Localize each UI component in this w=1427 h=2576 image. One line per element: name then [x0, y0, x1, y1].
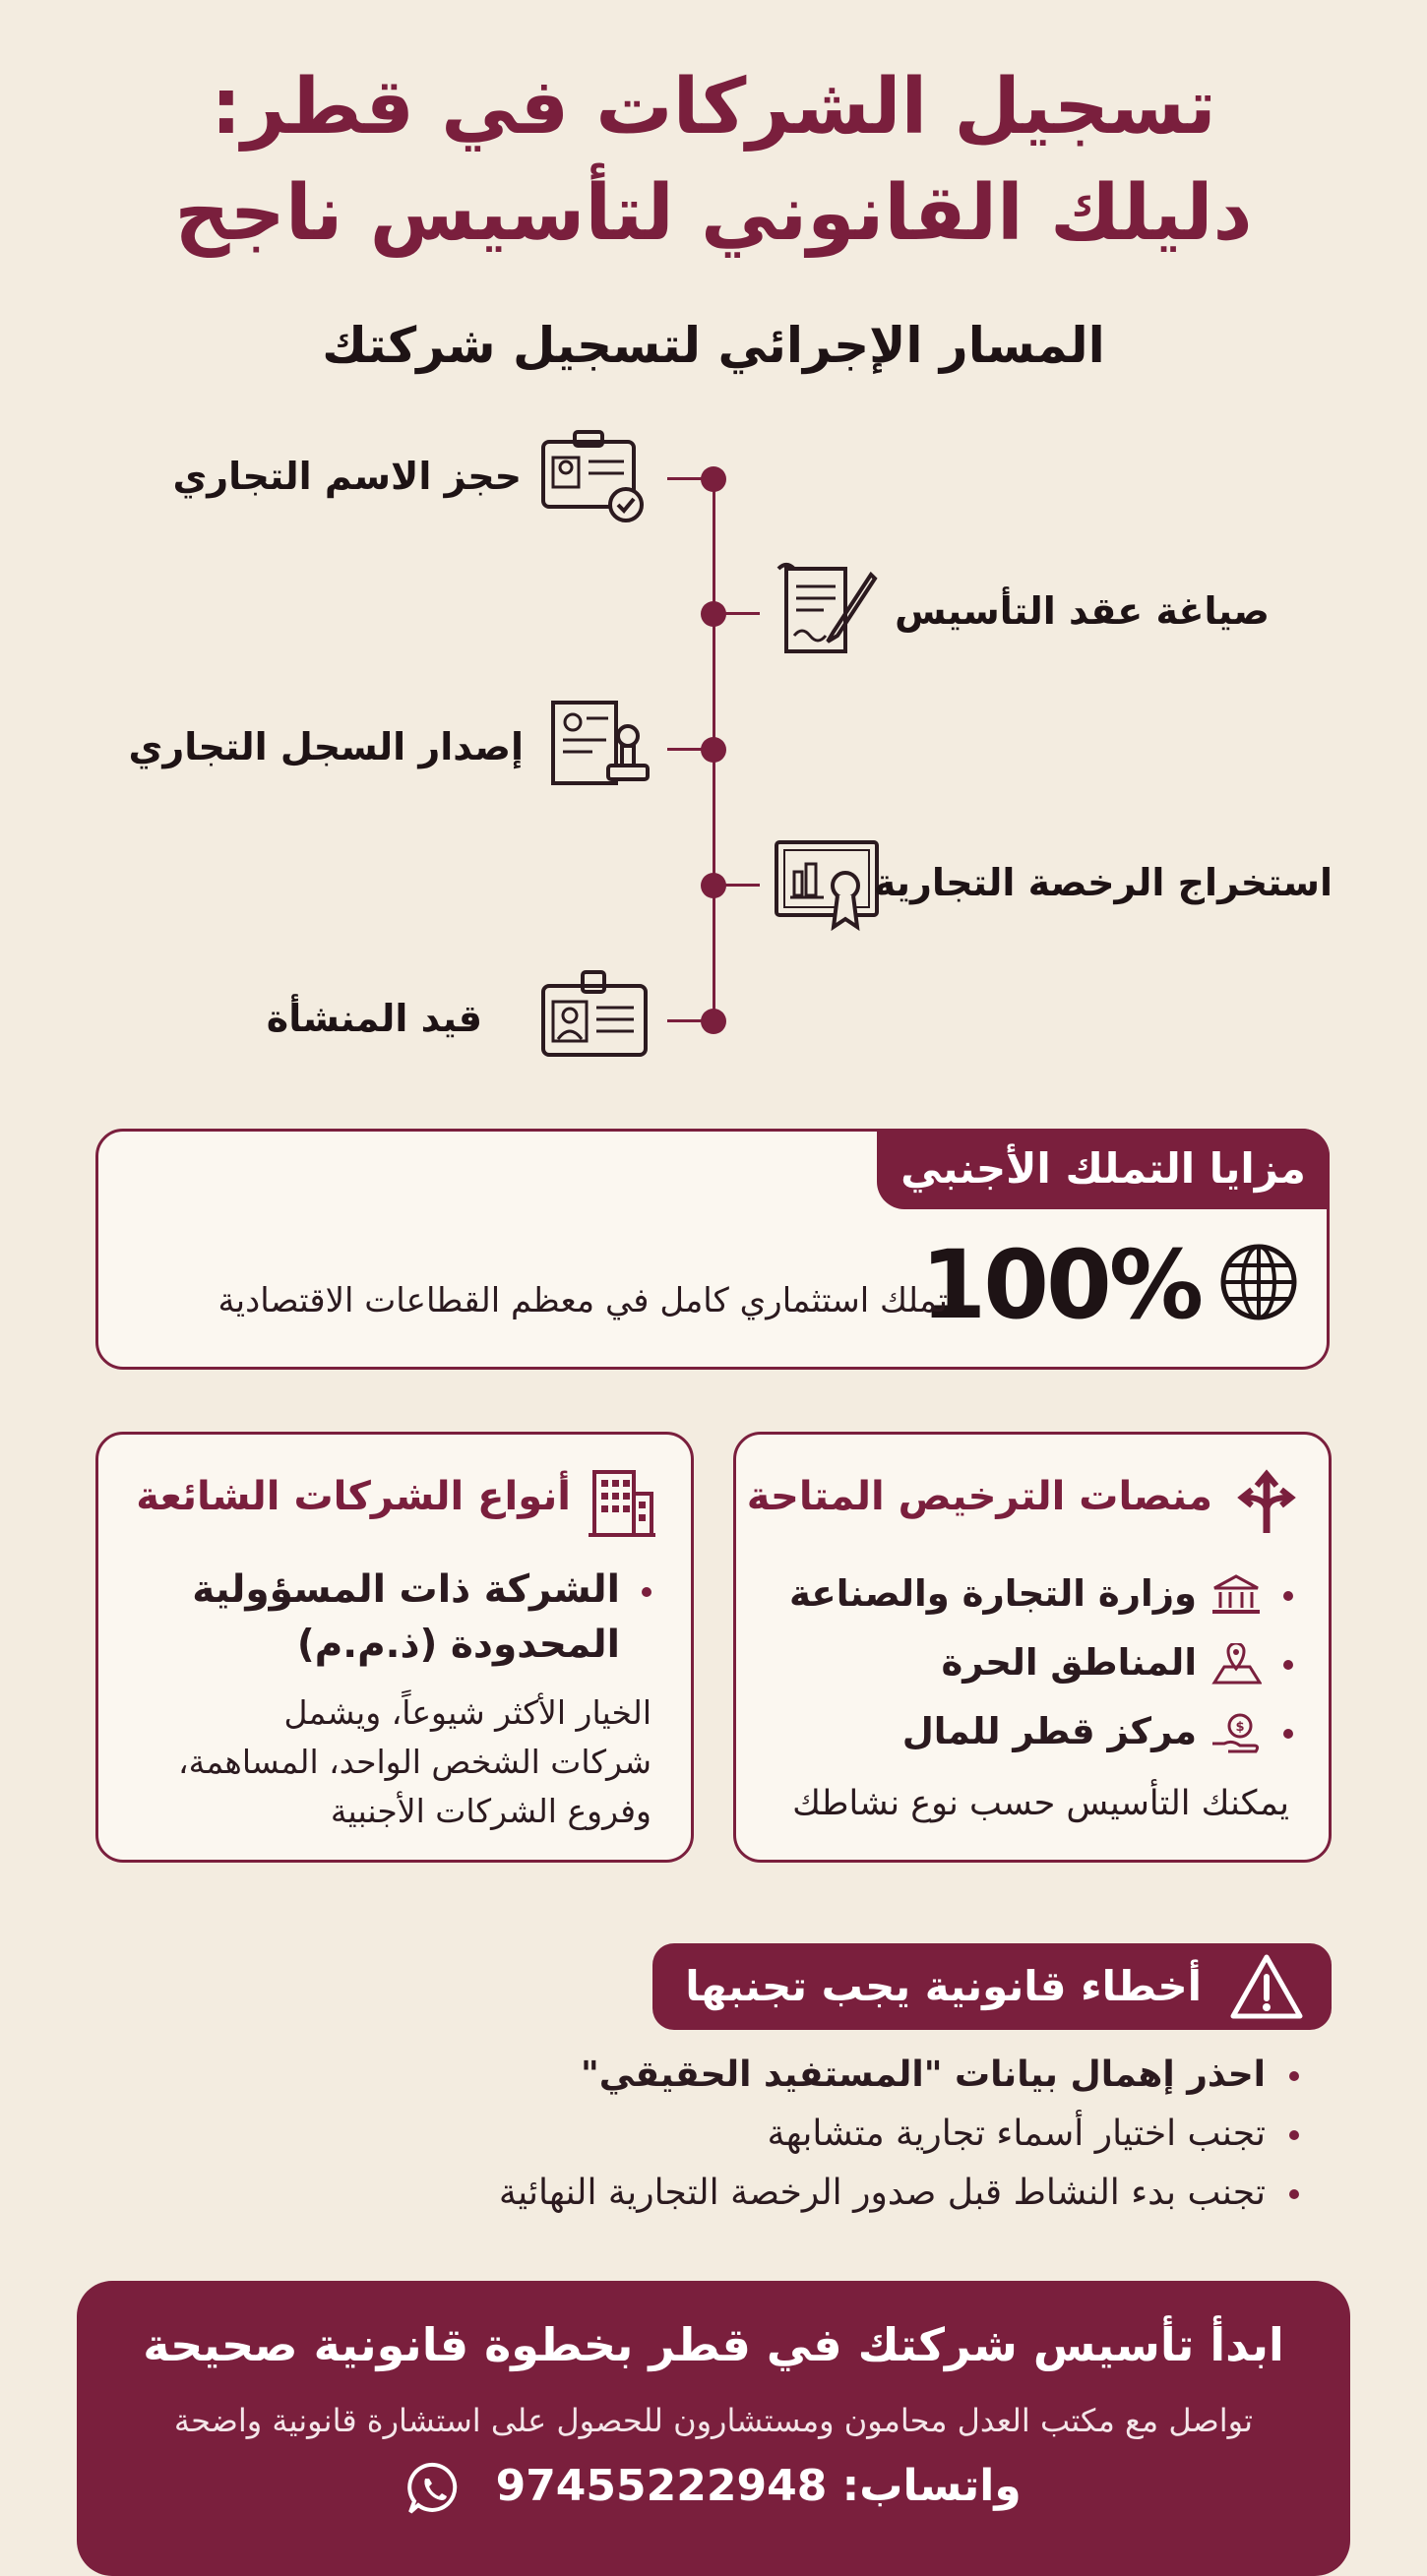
- step-label-5: قيد المنشأة: [266, 997, 482, 1040]
- government-building-icon: [1210, 1574, 1262, 1618]
- step-label-3: إصدار السجل التجاري: [128, 725, 524, 768]
- contract-pen-icon: [773, 561, 881, 659]
- company-type-line-2: المحدودة (ذ.م.م): [296, 1623, 620, 1667]
- svg-text:$: $: [1235, 1719, 1245, 1735]
- timeline-tick: [667, 477, 714, 480]
- list-item: [902, 1710, 1293, 1755]
- whatsapp-number[interactable]: واتساب: 97455222948: [495, 2461, 1022, 2511]
- description-line-2: شركات الشخص الواحد، المساهمة،: [178, 1743, 651, 1781]
- company-type-description: [178, 1688, 651, 1836]
- list-item: [941, 1641, 1293, 1687]
- money-hand-icon: [1210, 1712, 1262, 1755]
- whatsapp-icon[interactable]: [405, 2460, 463, 2517]
- step-label-1: حجز الاسم التجاري: [172, 455, 522, 498]
- list-item: [192, 1563, 651, 1673]
- mistakes-header: [652, 1943, 1332, 2030]
- foreign-ownership-box: [95, 1129, 1330, 1370]
- ownership-description: تملك استثماري كامل في معظم القطاعات الاقتصادية: [217, 1281, 948, 1320]
- timeline-tick: [667, 1019, 714, 1022]
- cta-title: ابدأ تأسيس شركتك في قطر بخطوة قانونية صحيحة: [143, 2318, 1284, 2371]
- timeline-tick: [713, 884, 760, 887]
- list-item: [789, 1572, 1293, 1618]
- mistake-label: تجنب بدء النشاط قبل صدور الرخصة التجارية النهائية: [498, 2173, 1266, 2213]
- title-line-2: دليلك القانوني لتأسيس ناجح: [174, 169, 1253, 258]
- cta-text: تواصل مع مكتب العدل محامون ومستشارون للحصول على استشارة قانونية واضحة: [173, 2402, 1254, 2439]
- badge-id-icon: [539, 968, 648, 1067]
- bullet-dot: [1289, 2130, 1299, 2140]
- mistake-label: تجنب اختيار أسماء تجارية متشابهة: [767, 2114, 1266, 2154]
- bullet-dot: [1283, 1660, 1293, 1670]
- licensing-note: يمكنك التأسيس حسب نوع نشاطك: [792, 1784, 1289, 1823]
- bullet-dot: [1289, 2071, 1299, 2081]
- licensing-title: منصات الترخيص المتاحة: [746, 1474, 1212, 1519]
- id-card-check-icon: [539, 428, 648, 526]
- globe-icon: [1218, 1242, 1299, 1322]
- licensing-item-label: وزارة التجارة والصناعة: [788, 1572, 1197, 1615]
- office-building-icon: [587, 1466, 657, 1539]
- page-title: [0, 54, 1427, 267]
- step-label-2: صياغة عقد التأسيس: [895, 589, 1270, 633]
- bullet-dot: [1283, 1729, 1293, 1739]
- whatsapp-contact[interactable]: [77, 2460, 1350, 2517]
- licensing-item-label: مركز قطر للمال: [901, 1710, 1197, 1752]
- mistake-label: احذر إهمال بيانات "المستفيد الحقيقي": [580, 2055, 1266, 2095]
- company-type-line-1: الشركة ذات المسؤولية: [192, 1567, 620, 1612]
- timeline-tick: [667, 748, 714, 751]
- title-line-1: تسجيل الشركات في قطر:: [211, 63, 1216, 152]
- bullet-dot: [1283, 1591, 1293, 1601]
- licensing-item-label: المناطق الحرة: [941, 1641, 1197, 1684]
- split-arrows-icon: [1230, 1468, 1303, 1537]
- company-types-title: أنواع الشركات الشائعة: [136, 1474, 571, 1519]
- warning-triangle-icon: [1229, 1953, 1304, 2022]
- bullet-dot: [642, 1587, 651, 1597]
- step-label-4: استخراج الرخصة التجارية: [873, 861, 1333, 904]
- stamped-document-icon: [543, 697, 651, 795]
- call-to-action-banner: [77, 2281, 1350, 2576]
- description-line-1: الخيار الأكثر شيوعاً، ويشمل: [283, 1693, 651, 1732]
- foreign-ownership-title: مزايا التملك الأجنبي: [877, 1129, 1330, 1209]
- licensing-platforms-card: [733, 1432, 1332, 1863]
- mistakes-title: أخطاء قانونية يجب تجنبها: [685, 1962, 1202, 2010]
- certificate-icon: [773, 834, 881, 933]
- timeline-tick: [713, 612, 760, 615]
- description-line-3: وفروع الشركات الأجنبية: [330, 1792, 651, 1830]
- ownership-percent: 100%: [920, 1230, 1201, 1340]
- list-item: [581, 2055, 1299, 2095]
- map-pin-icon: [1210, 1643, 1262, 1687]
- bullet-dot: [1289, 2189, 1299, 2199]
- list-item: [499, 2173, 1299, 2213]
- company-types-card: [95, 1432, 694, 1863]
- list-item: [767, 2114, 1299, 2154]
- page-subtitle: المسار الإجرائي لتسجيل شركتك: [322, 317, 1105, 374]
